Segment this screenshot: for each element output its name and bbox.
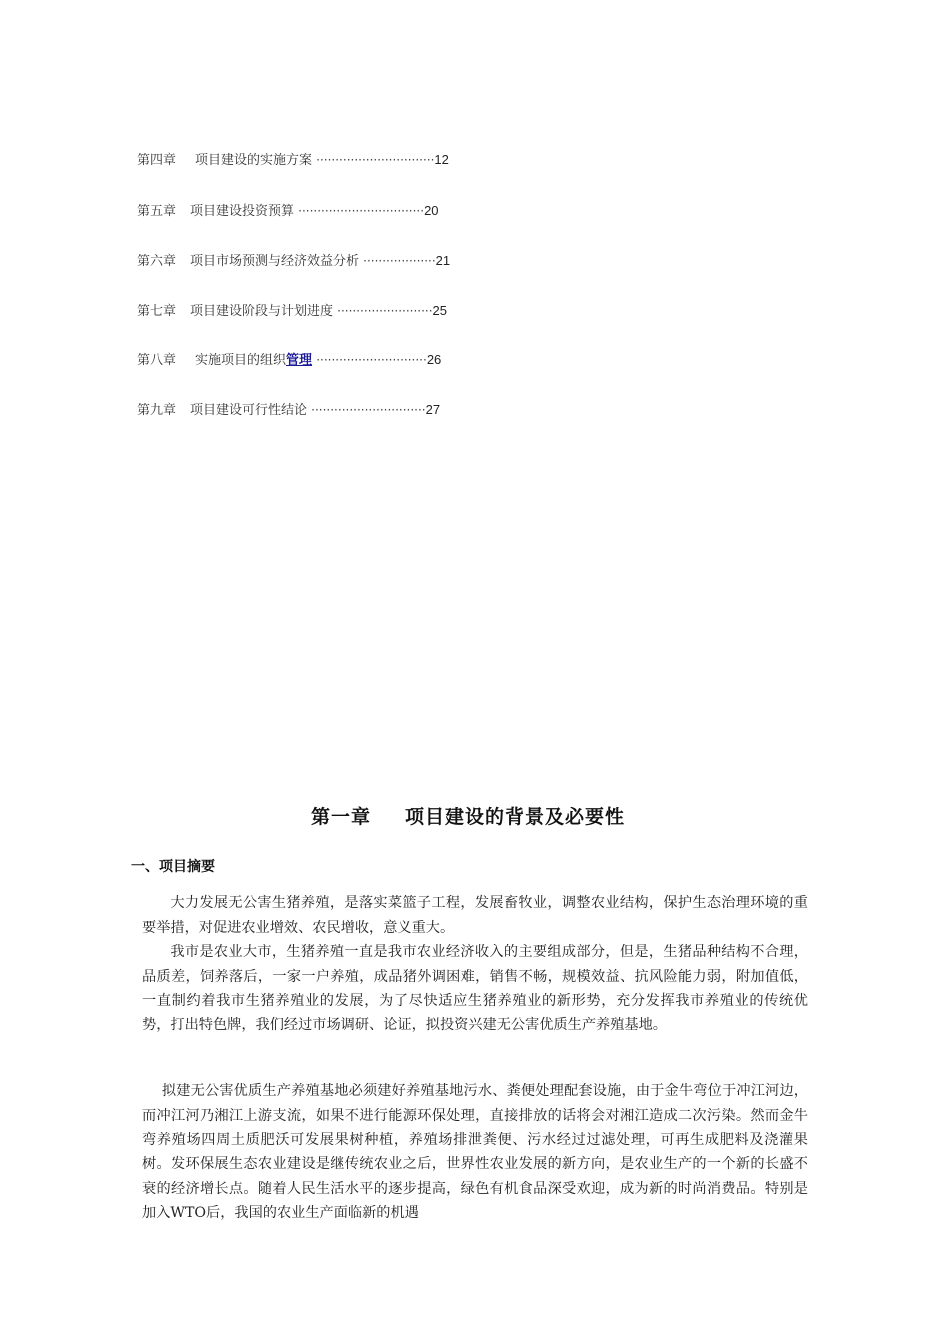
chapter-number: 第一章 — [310, 806, 371, 828]
toc-entry-ch5[interactable] — [137, 201, 439, 222]
chapter-name: 项目建设的背景及必要性 — [405, 806, 626, 828]
toc-page-number: 27 — [425, 402, 441, 417]
management-link[interactable]: 管理 — [286, 353, 313, 368]
toc-leader-dots: ··················· — [363, 254, 436, 268]
paragraph: 我市是农业大市，生猪养殖一直是我市农业经济收入的主要组成部分，但是，生猪品种结构不合理，品质差，饲养落后，一家一户养殖，成品猪外调困难，销售不畅，规模效益、抗风险能力弱，附加值低，一直制约着我市生猪养殖业的发展，为了尽快适应生猪养殖业的新形势，充分发挥我市养殖业的传统优势，打出特色牌，我们经过市场调研、论证，拟投资兴建无公害优质生产养殖基地。 — [142, 944, 808, 1034]
toc-page-number: 21 — [435, 253, 451, 268]
toc-chapter-title: 项目建设投资预算 — [190, 204, 295, 219]
toc-chapter-number: 第七章 — [137, 304, 177, 319]
toc-chapter-title: 项目建设的实施方案 — [195, 153, 313, 168]
toc-entry-ch7[interactable] — [137, 301, 447, 322]
toc-page-number: 20 — [424, 203, 439, 218]
toc-entry-ch8[interactable] — [137, 350, 441, 371]
toc-leader-dots: ····························· — [316, 353, 427, 367]
toc-chapter-number: 第四章 — [137, 153, 177, 168]
toc-leader-dots: ································· — [298, 204, 425, 218]
toc-page-number: 26 — [426, 352, 442, 367]
toc-leader-dots: ······························ — [311, 403, 426, 417]
toc-entry-ch4[interactable] — [137, 150, 449, 171]
section-heading: 一、项目摘要 — [131, 859, 215, 875]
toc-entry-ch9[interactable] — [137, 400, 440, 421]
toc-chapter-number: 第八章 — [137, 353, 177, 368]
toc-entry-ch6[interactable] — [137, 251, 450, 272]
toc-chapter-title: 项目建设阶段与计划进度 — [190, 304, 334, 319]
toc-chapter-title: 项目建设可行性结论 — [190, 403, 308, 418]
paragraph: 大力发展无公害生猪养殖，是落实菜篮子工程，发展畜牧业，调整农业结构，保护生态治理环境的重要举措，对促进农业增效、农民增收，意义重大。 — [142, 895, 808, 936]
toc-chapter-number: 第六章 — [137, 254, 177, 269]
toc-page-number: 12 — [434, 152, 449, 167]
toc-leader-dots: ······························· — [316, 153, 435, 167]
toc-page-number: 25 — [432, 303, 448, 318]
toc-chapter-title: 实施项目的组织 — [195, 353, 287, 368]
paragraph: 拟建无公害优质生产养殖基地必须建好养殖基地污水、粪便处理配套设施，由于金牛弯位于冲江河边，而冲江河乃湘江上游支流，如果不进行能源环保处理，直接排放的话将会对湘江造成二次污染。然而金牛弯养殖场四周土质肥沃可发展果树种植，养殖场排泄粪便、污水经过过滤处理，可再生成肥料及浇灌果树。发环保展生态农业建设是继传统农业之后，世界性农业发展的新方向，是农业生产的一个新的长盛不衰的经济增长点。随着人民生活水平的逐步提高，绿色有机食品深受欢迎，成为新的时尚消费品。特别是加入WTO后，我国的农业生产面临新的机遇 — [142, 1083, 808, 1222]
toc-leader-dots: ························· — [337, 304, 433, 318]
toc-chapter-number: 第五章 — [137, 204, 177, 219]
chapter-title — [0, 802, 936, 829]
toc-chapter-title: 项目市场预测与经济效益分析 — [190, 254, 360, 269]
toc-chapter-number: 第九章 — [137, 403, 177, 418]
